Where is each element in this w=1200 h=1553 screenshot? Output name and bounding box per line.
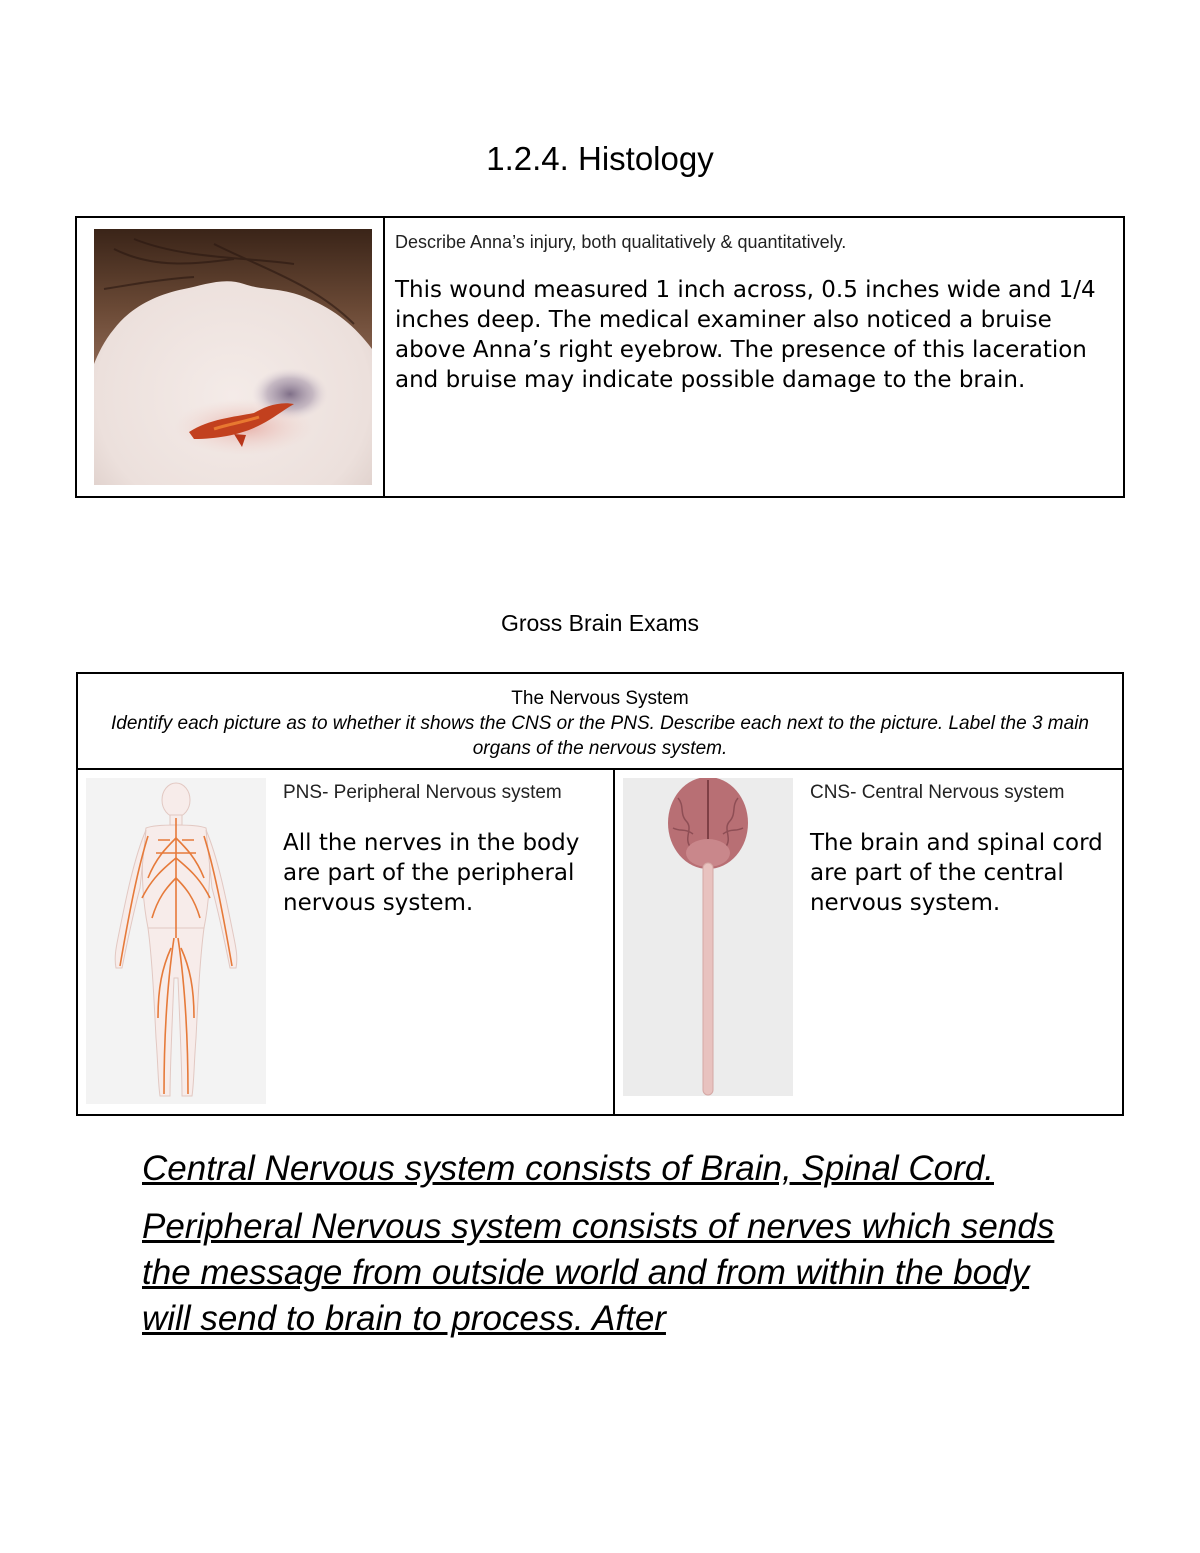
notes-section <box>142 1146 1082 1354</box>
nervous-system-instructions: Identify each picture as to whether it shows the CNS or the PNS. Describe each next to the picture. Label the 3 main organs of the nervous system. <box>111 713 1089 759</box>
nervous-system-row <box>78 770 1122 1114</box>
histology-answer: This wound measured 1 inch across, 0.5 inches wide and 1/4 inches deep. The medical examiner also noticed a bruise above Anna’s right eyebrow. The presence of this laceration and bruise may indicate possible damage to the brain. <box>395 277 1096 393</box>
nervous-system-table <box>76 672 1124 1116</box>
pns-cell <box>78 770 615 1114</box>
nervous-system-header <box>78 674 1122 770</box>
pns-text <box>283 782 608 918</box>
cns-text <box>810 782 1115 918</box>
pns-label: PNS- Peripheral Nervous system <box>283 782 562 803</box>
histology-table <box>75 216 1125 498</box>
pns-description: All the nerves in the body are part of the peripheral nervous system. <box>283 830 580 916</box>
wound-image <box>94 229 372 485</box>
histology-prompt: Describe Anna’s injury, both qualitatively & quantitatively. <box>395 232 847 252</box>
cns-brain-image <box>623 778 793 1096</box>
histology-text-cell <box>385 218 1123 496</box>
section-heading: Gross Brain Exams <box>500 610 700 636</box>
wound-image-cell <box>77 218 385 496</box>
cns-cell <box>615 770 1122 1114</box>
page-title: 1.2.4. Histology <box>486 140 714 177</box>
cns-description: The brain and spinal cord are part of the central nervous system. <box>809 830 1103 916</box>
nervous-system-title: The Nervous System <box>511 688 689 709</box>
pns-body-image <box>86 778 266 1104</box>
cns-label: CNS- Central Nervous system <box>809 782 1065 803</box>
pns-note: Peripheral Nervous system consists of nerves which sends the message from outside world and from within the body will send to brain to process. After <box>142 1207 1055 1338</box>
cns-note: Central Nervous system consists of Brain, Spinal Cord. <box>142 1149 994 1188</box>
